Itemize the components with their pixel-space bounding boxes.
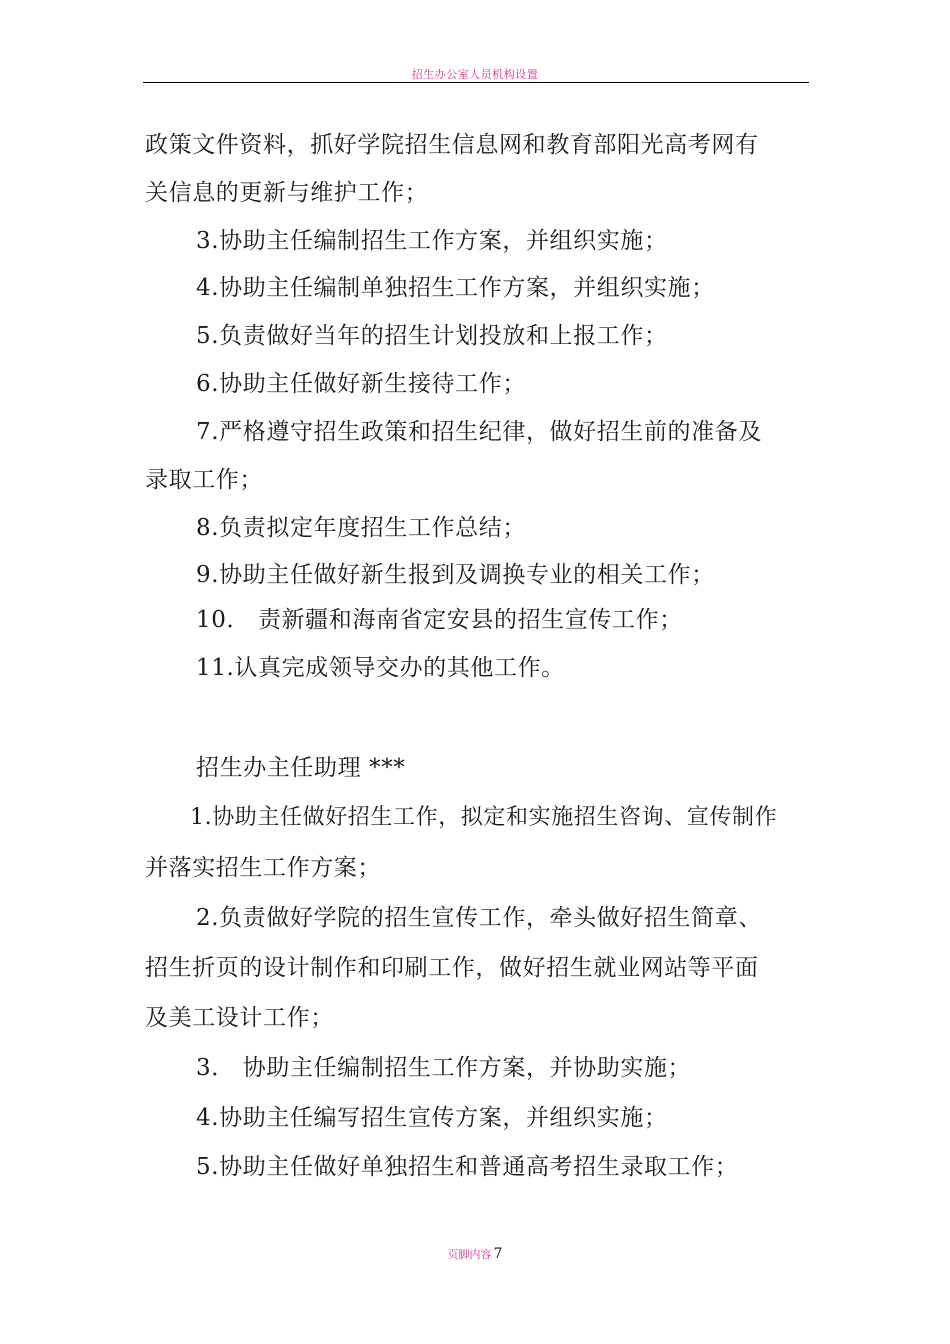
list-item: 11.认真完成领导交办的其他工作。 — [196, 655, 565, 681]
list-item: 8.负责拟定年度招生工作总结； — [196, 515, 526, 541]
section-heading: 招生办主任助理 *** — [196, 755, 406, 781]
list-item: 2.负责做好学院的招生宣传工作，牵头做好招生简章、 — [196, 905, 762, 931]
page-footer — [0, 1246, 950, 1262]
page-number: 7 — [493, 1246, 503, 1262]
list-item: 5.协助主任做好单独招生和普通高考招生录取工作； — [196, 1154, 739, 1180]
paragraph-line: 并落实招生工作方案； — [145, 855, 381, 881]
list-item: 5.负责做好当年的招生计划投放和上报工作； — [196, 323, 668, 349]
list-item: 9.协助主任做好新生报到及调换专业的相关工作； — [196, 562, 715, 588]
paragraph-line: 政策文件资料，抓好学院招生信息网和教育部阳光高考网有 — [145, 132, 759, 158]
list-item: 10． 责新疆和海南省定安县的招生宣传工作； — [196, 607, 683, 633]
list-item: 4.协助主任编制单独招生工作方案，并组织实施； — [196, 275, 715, 301]
list-item: 6.协助主任做好新生接待工作； — [196, 371, 526, 397]
paragraph-line: 关信息的更新与维护工作； — [145, 180, 429, 206]
footer-label: 页脚内容 — [447, 1248, 492, 1261]
list-item: 3.协助主任编制招生工作方案，并组织实施； — [196, 228, 668, 254]
list-item: 4.协助主任编写招生宣传方案，并组织实施； — [196, 1105, 668, 1131]
header-divider — [143, 82, 809, 83]
paragraph-line: 及美工设计工作； — [145, 1005, 334, 1031]
list-item: 3． 协助主任编制招生工作方案，并协助实施； — [196, 1055, 692, 1081]
paragraph-line: 招生折页的设计制作和印刷工作，做好招生就业网站等平面 — [145, 955, 759, 981]
page-header-title: 招生办公室人员机构设置 — [411, 68, 539, 81]
list-item: 1.协助主任做好招生工作，拟定和实施招生咨询、宣传制作 — [190, 805, 778, 830]
paragraph-line: 录取工作； — [145, 467, 263, 493]
list-item: 7.严格遵守招生政策和招生纪律，做好招生前的准备及 — [196, 419, 762, 445]
